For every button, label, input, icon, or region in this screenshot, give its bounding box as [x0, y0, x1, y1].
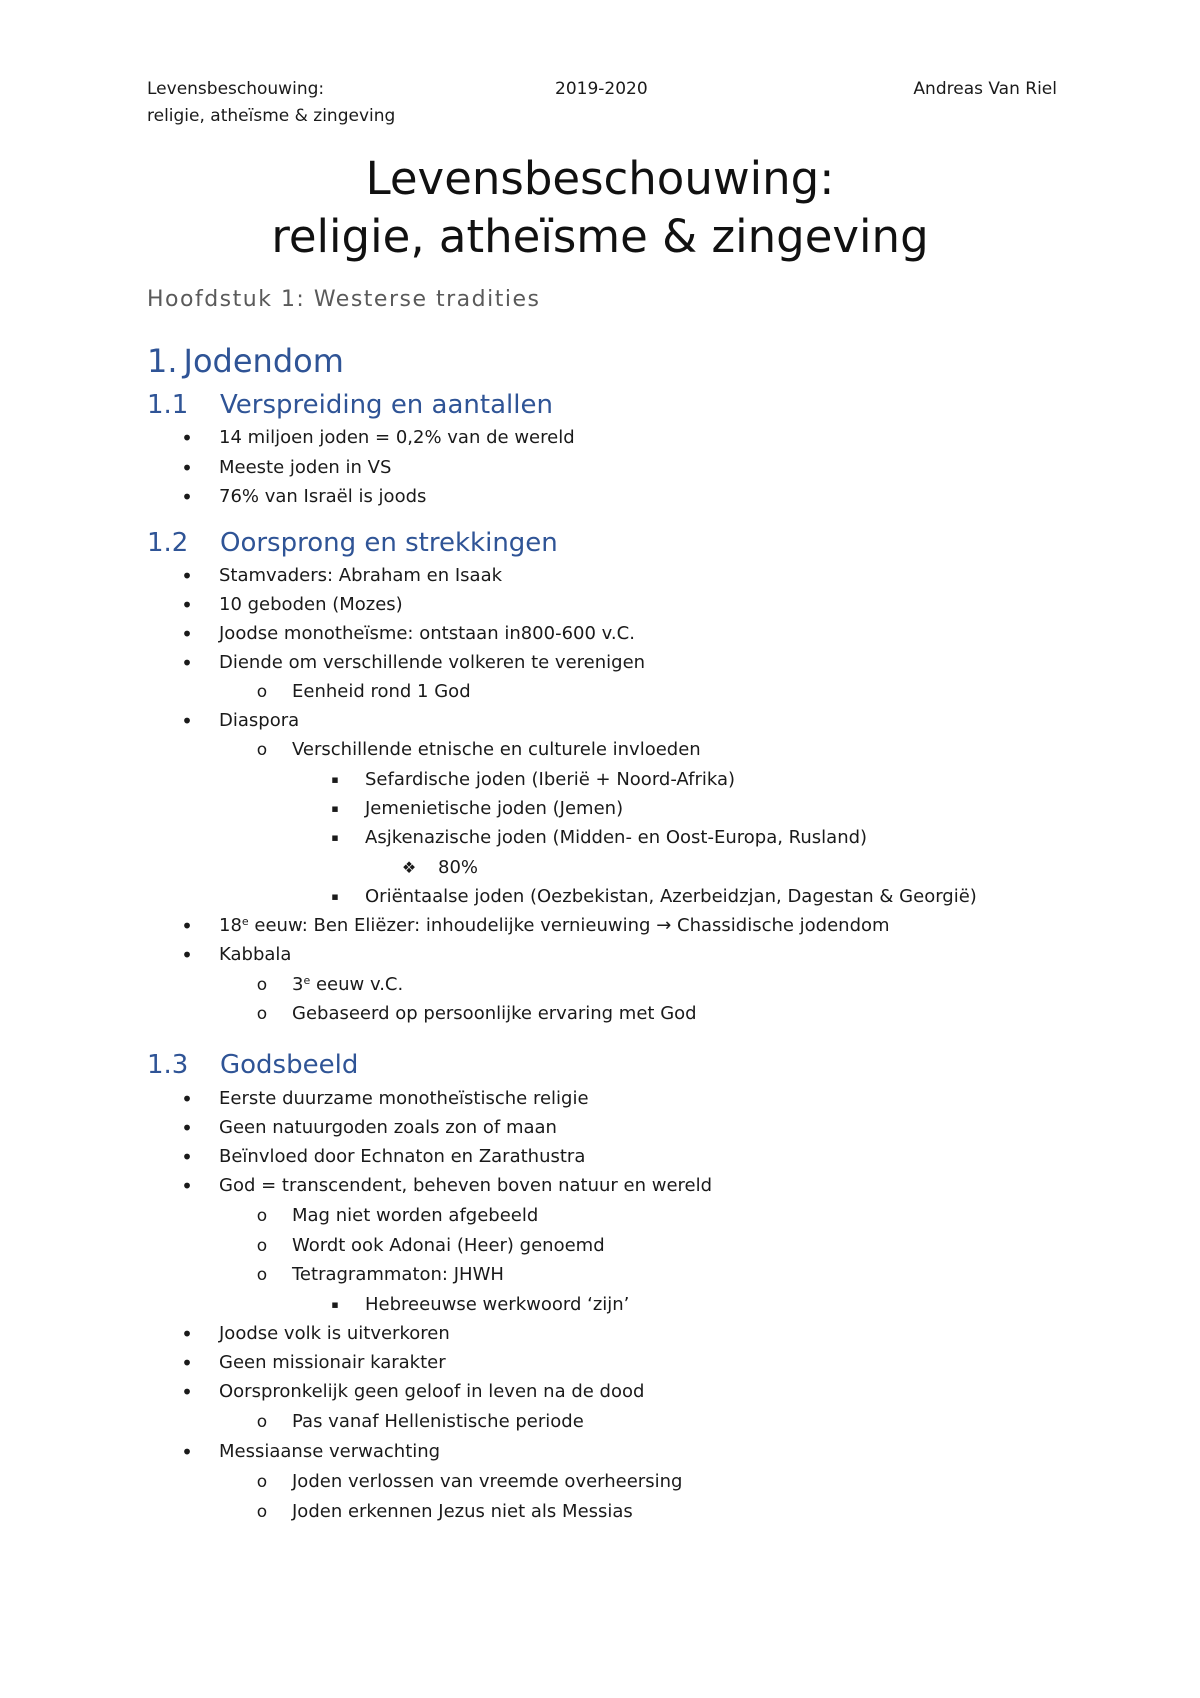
bullet-icon: •: [181, 456, 193, 480]
list-item: 80%: [438, 857, 479, 878]
section-number: 1.: [147, 342, 178, 380]
subsection-title: Godsbeeld: [220, 1050, 359, 1080]
list-item: Geen natuurgoden zoals zon of maan: [219, 1117, 557, 1138]
bullet-icon: o: [256, 740, 268, 760]
list-item: Diende om verschillende volkeren te verenigen: [219, 652, 646, 673]
list-item: 76% van Israël is joods: [219, 486, 427, 507]
list-item: Gebaseerd op persoonlijke ervaring met God: [292, 1003, 697, 1024]
list-item: Joodse volk is uitverkoren: [219, 1323, 450, 1344]
list-item: Joodse monotheïsme: ontstaan in800-600 v.C.: [219, 623, 635, 644]
subsection-title: Verspreiding en aantallen: [220, 390, 553, 420]
bullet-icon: •: [181, 914, 193, 938]
document-title: [0, 150, 1200, 266]
bullet-icon: •: [181, 943, 193, 967]
list-item: God = transcendent, beheven boven natuur en wereld: [219, 1175, 713, 1196]
header-course-line2: religie, atheïsme & zingeving: [147, 106, 396, 126]
list-item: [292, 973, 403, 997]
bullet-icon: •: [181, 485, 193, 509]
subsection-number: 1.2: [147, 528, 189, 558]
bullet-icon: •: [181, 1322, 193, 1346]
bullet-icon: o: [256, 1236, 268, 1256]
title-line2: religie, atheïsme & zingeving: [271, 210, 929, 263]
superscript: e: [241, 915, 249, 928]
list-item: 10 geboden (Mozes): [219, 594, 403, 615]
header-course-line1: Levensbeschouwing:: [147, 79, 325, 99]
header-year: 2019-2020: [555, 79, 648, 99]
item-number: 3: [292, 974, 304, 995]
list-item: Asjkenazische joden (Midden- en Oost-Europa, Rusland): [365, 827, 868, 848]
bullet-icon: •: [181, 1116, 193, 1140]
list-item: Beïnvloed door Echnaton en Zarathustra: [219, 1146, 586, 1167]
subsection-title: Oorsprong en strekkingen: [220, 528, 558, 558]
bullet-icon: ▪: [331, 802, 339, 815]
chapter-heading: Hoofdstuk 1: Westerse tradities: [147, 287, 541, 312]
list-item: Pas vanaf Hellenistische periode: [292, 1411, 584, 1432]
bullet-icon: ▪: [331, 773, 339, 786]
item-text: eeuw: Ben Eliëzer: inhoudelijke vernieuwing: [248, 915, 657, 936]
bullet-icon: o: [256, 1206, 268, 1226]
bullet-icon: •: [181, 1351, 193, 1375]
list-item: Meeste joden in VS: [219, 457, 392, 478]
list-item: Tetragrammaton: JHWH: [292, 1264, 504, 1285]
list-item: Eerste duurzame monotheïstische religie: [219, 1088, 589, 1109]
section-heading: [147, 342, 344, 380]
list-item: Geen missionair karakter: [219, 1352, 446, 1373]
bullet-icon: o: [256, 1412, 268, 1432]
bullet-icon: •: [181, 1174, 193, 1198]
list-item: Hebreeuwse werkwoord ‘zijn’: [365, 1294, 630, 1315]
bullet-icon: ▪: [331, 1298, 339, 1311]
list-item: Sefardische joden (Iberië + Noord-Afrika): [365, 769, 736, 790]
subsection-heading-1-2: [147, 528, 558, 558]
list-item: Jemenietische joden (Jemen): [365, 798, 624, 819]
bullet-icon: •: [181, 651, 193, 675]
bullet-icon: o: [256, 1472, 268, 1492]
bullet-icon: o: [256, 1502, 268, 1522]
bullet-icon: •: [181, 1087, 193, 1111]
list-item: Joden verlossen van vreemde overheersing: [292, 1471, 683, 1492]
list-item: Messiaanse verwachting: [219, 1441, 441, 1462]
list-item: Verschillende etnische en culturele invloeden: [292, 739, 701, 760]
list-item: Oriëntaalse joden (Oezbekistan, Azerbeidzjan, Dagestan & Georgië): [365, 886, 977, 907]
bullet-icon: •: [181, 1380, 193, 1404]
running-header-left: [147, 76, 395, 130]
subsection-heading-1-3: [147, 1050, 358, 1080]
list-item: Wordt ook Adonai (Heer) genoemd: [292, 1235, 605, 1256]
bullet-icon: •: [181, 426, 193, 450]
item-text: eeuw v.C.: [310, 974, 404, 995]
list-item: Eenheid rond 1 God: [292, 681, 471, 702]
subsection-number: 1.1: [147, 390, 189, 420]
bullet-icon: ▪: [331, 831, 339, 844]
bullet-icon: o: [256, 682, 268, 702]
list-item: Oorspronkelijk geen geloof in leven na de dood: [219, 1381, 645, 1402]
bullet-icon: o: [256, 1004, 268, 1024]
arrow-icon: →: [656, 915, 672, 936]
bullet-icon: •: [181, 593, 193, 617]
bullet-icon: •: [181, 1440, 193, 1464]
bullet-icon: •: [181, 1145, 193, 1169]
list-item: 14 miljoen joden = 0,2% van de wereld: [219, 427, 575, 448]
bullet-icon: ❖: [401, 858, 417, 877]
list-item: [219, 914, 890, 938]
superscript: e: [303, 974, 311, 987]
item-number: 18: [219, 915, 242, 936]
list-item: Kabbala: [219, 944, 292, 965]
bullet-icon: •: [181, 564, 193, 588]
bullet-icon: o: [256, 975, 268, 995]
list-item: Stamvaders: Abraham en Isaak: [219, 565, 503, 586]
subsection-number: 1.3: [147, 1050, 189, 1080]
list-item: Joden erkennen Jezus niet als Messias: [292, 1501, 633, 1522]
bullet-icon: o: [256, 1265, 268, 1285]
list-item: Mag niet worden afgebeeld: [292, 1205, 539, 1226]
bullet-icon: •: [181, 709, 193, 733]
subsection-heading-1-1: [147, 390, 553, 420]
bullet-icon: ▪: [331, 890, 339, 903]
item-text: Chassidische jodendom: [671, 915, 890, 936]
header-author: Andreas Van Riel: [913, 79, 1057, 99]
section-title: Jodendom: [183, 342, 344, 380]
title-line1: Levensbeschouwing:: [365, 152, 835, 205]
bullet-icon: •: [181, 622, 193, 646]
list-item: Diaspora: [219, 710, 300, 731]
